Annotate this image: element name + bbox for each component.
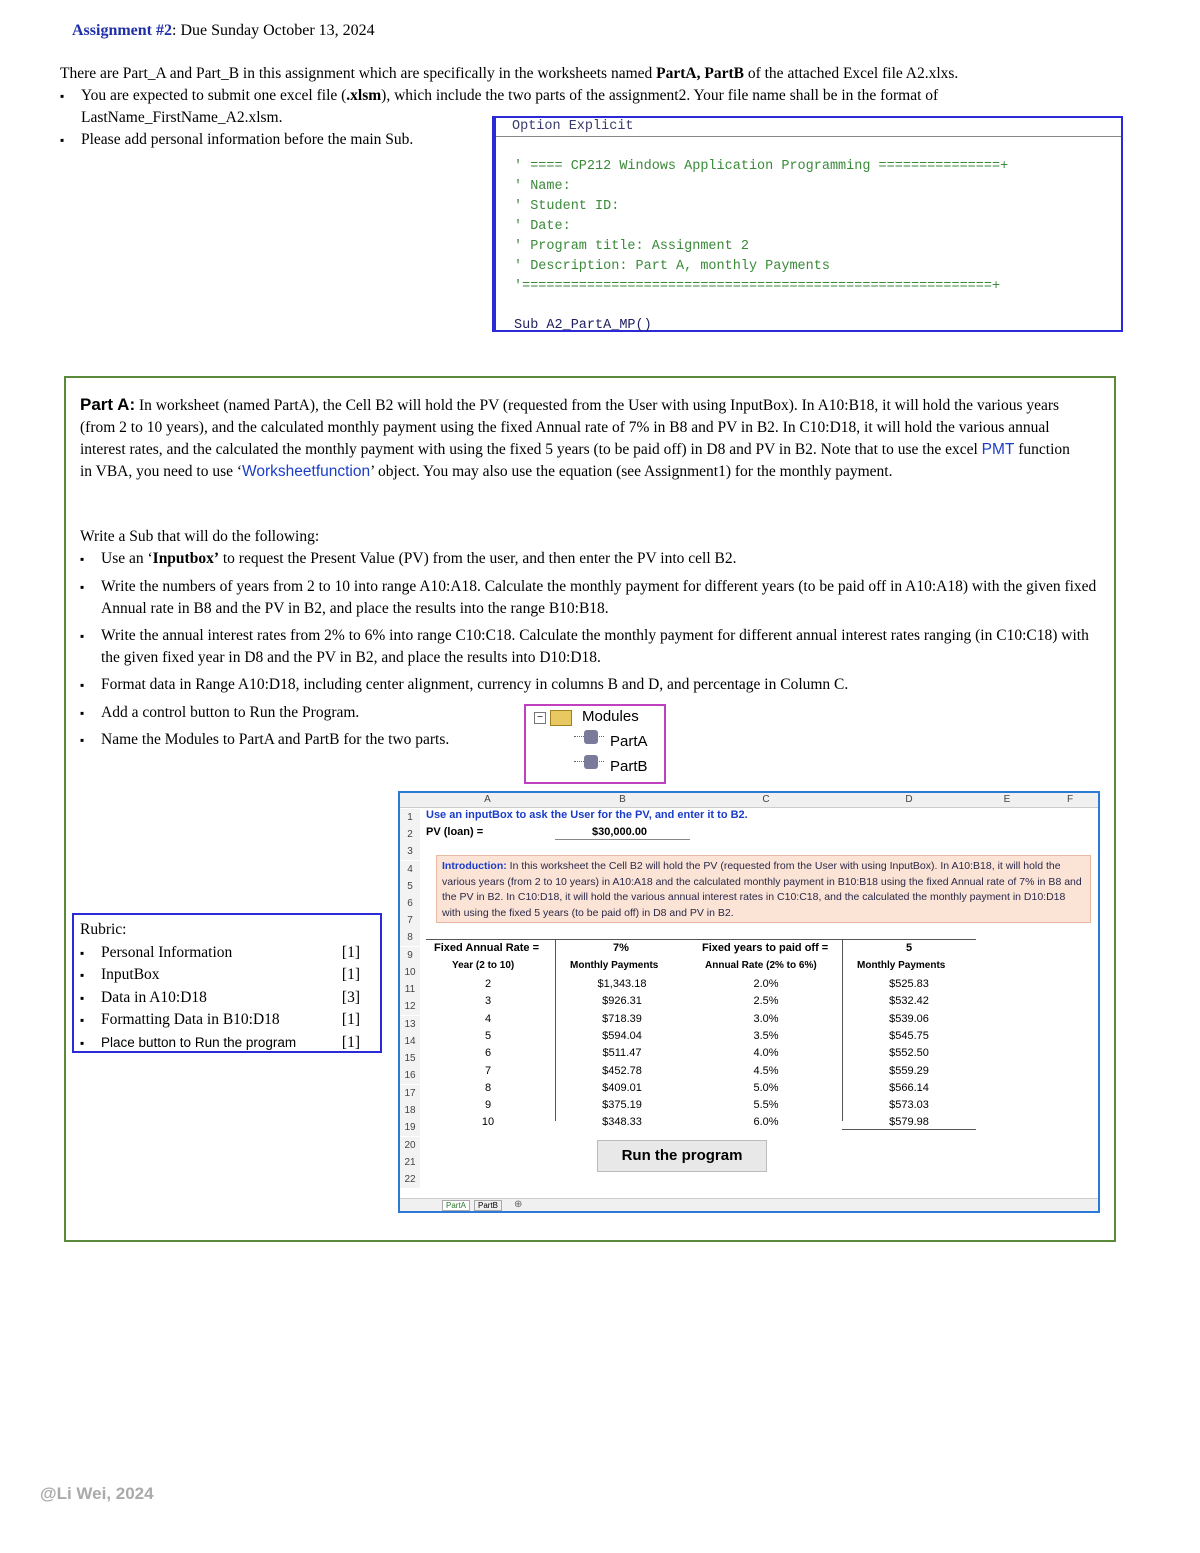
sheet-intro-box: [436, 855, 1091, 923]
task-text: to request the Present Value (PV) from the user, and then enter the PV into cell B2.: [219, 550, 737, 567]
folder-icon: [550, 710, 572, 726]
intro-text: There are Part_A and Part_B in this assignment which are specifically in the worksheets named: [60, 65, 657, 82]
table-cell[interactable]: $545.75: [889, 1029, 929, 1042]
row-number[interactable]: 1: [400, 809, 420, 826]
table-cell[interactable]: 10: [481, 1116, 495, 1129]
fixed-rate-label: Fixed Annual Rate =: [434, 942, 540, 954]
assignment-label: Assignment #2: [72, 22, 173, 39]
rubric-item: [80, 1009, 380, 1032]
row-number[interactable]: 8: [400, 929, 420, 946]
row-number[interactable]: 11: [400, 981, 420, 998]
task-text: Use an ‘: [101, 550, 153, 567]
row-number[interactable]: 2: [400, 826, 420, 843]
collapse-icon[interactable]: −: [534, 712, 546, 724]
table-cell[interactable]: 6: [484, 1047, 492, 1060]
row-number[interactable]: 5: [400, 878, 420, 895]
inputbox-bold: Inputbox’: [152, 550, 219, 567]
row-number[interactable]: 16: [400, 1067, 420, 1084]
table-cell[interactable]: $566.14: [889, 1081, 929, 1094]
task-bullet-4: [80, 674, 1101, 696]
bullet1-post: ), which include the two parts of the assignment2. Your file name shall be in the format of: [381, 87, 939, 104]
table-cell[interactable]: 4.5%: [753, 1064, 779, 1077]
col-title-rate: Annual Rate (2% to 6%): [705, 960, 817, 971]
footer-copyright: @Li Wei, 2024: [40, 1484, 154, 1503]
sheet-tab-bar: [400, 1198, 1100, 1213]
table-cell[interactable]: $452.78: [602, 1064, 642, 1077]
row-number[interactable]: 18: [400, 1102, 420, 1119]
fixed-years-value: 5: [906, 942, 913, 954]
row-number[interactable]: 19: [400, 1119, 420, 1136]
parta-name: PartA: [656, 65, 697, 82]
code-line: '==========================================================+: [514, 279, 1001, 294]
module-partb[interactable]: PartB: [610, 758, 648, 775]
parta-text: In worksheet (named PartA), the Cell B2 will hold the PV (requested from the User with using InputBox). In A10:B18, it will hold the various years (from 2 to 10 years), and the calculated monthly payment using the fixed Annual rate of 7% in B8 and PV in B2. In C10:D18, it will hold the various annual interest rates, and the calculated the monthly payment with using the fixed 5 years (to be paid off) in D8 and PV in B2. Note that to use the excel: [80, 397, 1060, 458]
bullet2-text: Please add personal information before the main Sub.: [81, 131, 414, 148]
module-icon: [584, 730, 598, 744]
table-cell[interactable]: $559.29: [889, 1064, 929, 1077]
rubric-label: Place button to Run the program: [101, 1034, 297, 1050]
row-number[interactable]: 4: [400, 861, 420, 878]
code-sub-line: Sub A2_PartA_MP(): [514, 318, 652, 333]
comma: ,: [696, 65, 705, 82]
table-cell[interactable]: $511.47: [602, 1047, 642, 1060]
row-number[interactable]: 15: [400, 1050, 420, 1067]
code-line: ' Date:: [514, 219, 571, 234]
tab-partb[interactable]: PartB: [474, 1200, 502, 1211]
table-divider: [555, 939, 556, 1121]
table-cell[interactable]: 4: [484, 1012, 492, 1025]
task-bullet-5: [80, 702, 531, 724]
col-header-c[interactable]: C: [690, 793, 842, 808]
bullet1-ext: .xlsm: [346, 87, 382, 104]
table-cell[interactable]: $525.83: [889, 978, 929, 990]
row-number[interactable]: 10: [400, 964, 420, 981]
col-header-e[interactable]: E: [976, 793, 1038, 808]
table-cell[interactable]: $539.06: [889, 1012, 929, 1025]
worksheetfunction-keyword: Worksheetfunction: [242, 463, 371, 480]
sheet-intro-text: In this worksheet the Cell B2 will hold the PV (requested from the User with using InputBox). In A10:B18, it will hold the various years (from 2 to 10 years) in A10:A18 and the calculated monthly payment in B10:B18 using the fixed Annual rate of 7% in B8 and the PV in B2. In C10:D18, it will hold the various annual interest rates in C10:C18, and the calculated the monthly payment in D10:D18 with using the fixed 5 years (to be paid off) in D8 and PV in B2.: [442, 860, 1082, 919]
table-cell[interactable]: $718.39: [602, 1012, 642, 1025]
table-cell[interactable]: $348.33: [602, 1116, 642, 1129]
row-number[interactable]: 20: [400, 1137, 420, 1154]
table-cell[interactable]: $926.31: [602, 995, 642, 1008]
table-cell[interactable]: $532.42: [889, 995, 929, 1008]
row-number[interactable]: 14: [400, 1033, 420, 1050]
code-line: ' ==== CP212 Windows Application Programming ===============+: [514, 159, 1009, 174]
col-title-payments: Monthly Payments: [570, 960, 659, 971]
row-number[interactable]: 21: [400, 1154, 420, 1171]
pmt-keyword: PMT: [981, 441, 1015, 458]
table-cell[interactable]: 4.0%: [753, 1047, 779, 1060]
r1-instruction: Use an inputBox to ask the User for the PV, and enter it to B2.: [426, 809, 748, 821]
code-line: ' Program title: Assignment 2: [514, 239, 749, 254]
parta-text: function in VBA, you need to use ‘: [80, 441, 1070, 480]
write-sub-line: Write a Sub that will do the following:: [80, 528, 320, 545]
table-top-border: [426, 939, 976, 940]
code-line: ' Description: Part A, monthly Payments: [514, 259, 830, 274]
rubric-points: [1]: [341, 1033, 360, 1051]
col-header-f[interactable]: F: [1038, 793, 1100, 808]
code-line: ' Name:: [514, 179, 571, 194]
row-number[interactable]: 6: [400, 895, 420, 912]
rubric-label: InputBox: [101, 966, 160, 983]
row-number[interactable]: 3: [400, 843, 420, 860]
col-header-b[interactable]: B: [555, 793, 690, 808]
row-number[interactable]: 12: [400, 998, 420, 1015]
intro-line: [60, 63, 1140, 85]
rubric-label: Personal Information: [101, 943, 233, 961]
row-number[interactable]: 17: [400, 1085, 420, 1102]
task-text: Write the annual interest rates from 2% to 6% into range C10:C18. Calculate the monthly payment for different annual interest rates ranging (in C10:C18) with the given fixed year in D8 and the PV in B2, and place the results into D10:D18.: [101, 627, 1089, 666]
task-text: Write the numbers of years from 2 to 10 into range A10:A18. Calculate the monthly payment for different years (to be paid off in A10:A18) with the given fixed Annual rate in B8 and the PV in B2, and place the results into the range B10:B18.: [101, 578, 1097, 617]
code-snippet: [492, 116, 1123, 332]
fixed-years-label: Fixed years to paid off =: [702, 942, 829, 954]
table-cell[interactable]: $594.04: [602, 1029, 642, 1042]
table-cell[interactable]: 5.0%: [753, 1081, 779, 1094]
col-header-a[interactable]: A: [420, 793, 555, 808]
task-text: Name the Modules to PartA and PartB for the two parts.: [101, 731, 450, 748]
table-cell[interactable]: 7: [484, 1064, 492, 1077]
table-cell[interactable]: 8: [484, 1081, 492, 1094]
col-title-payments-2: Monthly Payments: [857, 960, 946, 971]
sheet-intro-label: Introduction:: [442, 860, 507, 872]
rubric-item: [80, 942, 380, 965]
task-bullet-1: [80, 548, 1101, 570]
table-cell[interactable]: 6.0%: [753, 1116, 779, 1129]
task-text: Format data in Range A10:D18, including center alignment, currency in columns B and D, and percentage in Column C.: [101, 676, 849, 693]
table-cell[interactable]: $579.98: [889, 1116, 929, 1129]
bullet1-pre: You are expected to submit one excel file (: [81, 87, 347, 104]
table-cell[interactable]: 2.0%: [753, 978, 779, 990]
rubric-label: Data in A10:D18: [101, 988, 207, 1006]
col-title-year: Year (2 to 10): [452, 960, 515, 971]
modules-tree: [524, 704, 666, 784]
module-icon: [584, 755, 598, 769]
table-cell[interactable]: $573.03: [889, 1099, 929, 1112]
rubric-points: [1]: [341, 1011, 360, 1028]
rubric-title: Rubric:: [80, 921, 127, 938]
due-date: : Due Sunday October 13, 2024: [172, 22, 375, 39]
rubric-points: [1]: [341, 966, 360, 983]
rubric-label: Formatting Data in B10:D18: [101, 1011, 280, 1028]
row-number[interactable]: 22: [400, 1171, 420, 1188]
parta-text: ’ object. You may also use the equation (see Assignment1) for the monthly payment.: [370, 463, 893, 480]
table-cell[interactable]: 2: [484, 978, 492, 990]
table-cell[interactable]: 5: [484, 1029, 492, 1042]
corner-cell: [400, 793, 420, 808]
bullet1-filename: LastName_FirstName_A2.xlsm.: [81, 109, 283, 126]
rubric-points: [3]: [341, 988, 360, 1006]
pv-underline: [555, 839, 690, 840]
fixed-rate-value: 7%: [613, 942, 629, 954]
modules-root[interactable]: Modules: [582, 708, 639, 725]
d-col-bottom-border: [842, 1129, 976, 1130]
task-bullet-2: [80, 576, 1101, 620]
rubric-item: [80, 987, 380, 1010]
intro-text-end: of the attached Excel file A2.xlxs.: [743, 65, 959, 82]
row-number[interactable]: 7: [400, 912, 420, 929]
parta-paragraph: [80, 394, 1080, 483]
table-cell[interactable]: 5.5%: [753, 1099, 779, 1112]
rubric-box: [72, 913, 382, 1053]
parta-heading: Part A:: [80, 395, 136, 414]
run-program-button[interactable]: Run the program: [597, 1140, 767, 1172]
rubric-item: [80, 1032, 380, 1055]
table-cell[interactable]: 3.5%: [753, 1029, 779, 1042]
add-sheet-icon[interactable]: ⊕: [514, 1199, 523, 1210]
partb-name: PartB: [704, 65, 744, 82]
table-cell[interactable]: 2.5%: [753, 995, 779, 1008]
code-option-explicit: Option Explicit: [496, 118, 1121, 137]
row-number[interactable]: 13: [400, 1016, 420, 1033]
table-divider: [842, 939, 843, 1121]
tab-parta[interactable]: PartA: [442, 1200, 470, 1211]
excel-sheet: [398, 791, 1100, 1213]
task-bullet-3: [80, 625, 1101, 669]
table-cell[interactable]: $375.19: [602, 1099, 642, 1112]
assignment-title: [72, 22, 375, 40]
pv-value[interactable]: $30,000.00: [592, 826, 648, 838]
rubric-points: [1]: [341, 943, 360, 961]
table-cell[interactable]: $552.50: [889, 1047, 929, 1060]
task-bullet-6: [80, 729, 531, 751]
table-cell[interactable]: $409.01: [602, 1081, 642, 1094]
table-cell[interactable]: $1,343.18: [597, 978, 647, 990]
rubric-item: [80, 964, 380, 987]
col-header-d[interactable]: D: [842, 793, 976, 808]
table-cell[interactable]: 3.0%: [753, 1012, 779, 1025]
table-cell[interactable]: 3: [484, 995, 492, 1008]
table-cell[interactable]: 9: [484, 1099, 492, 1112]
code-line: ' Student ID:: [514, 199, 620, 214]
row-number[interactable]: 9: [400, 947, 420, 964]
pv-label: PV (loan) =: [426, 826, 484, 838]
module-parta[interactable]: PartA: [610, 733, 648, 750]
task-text: Add a control button to Run the Program.: [101, 704, 360, 721]
